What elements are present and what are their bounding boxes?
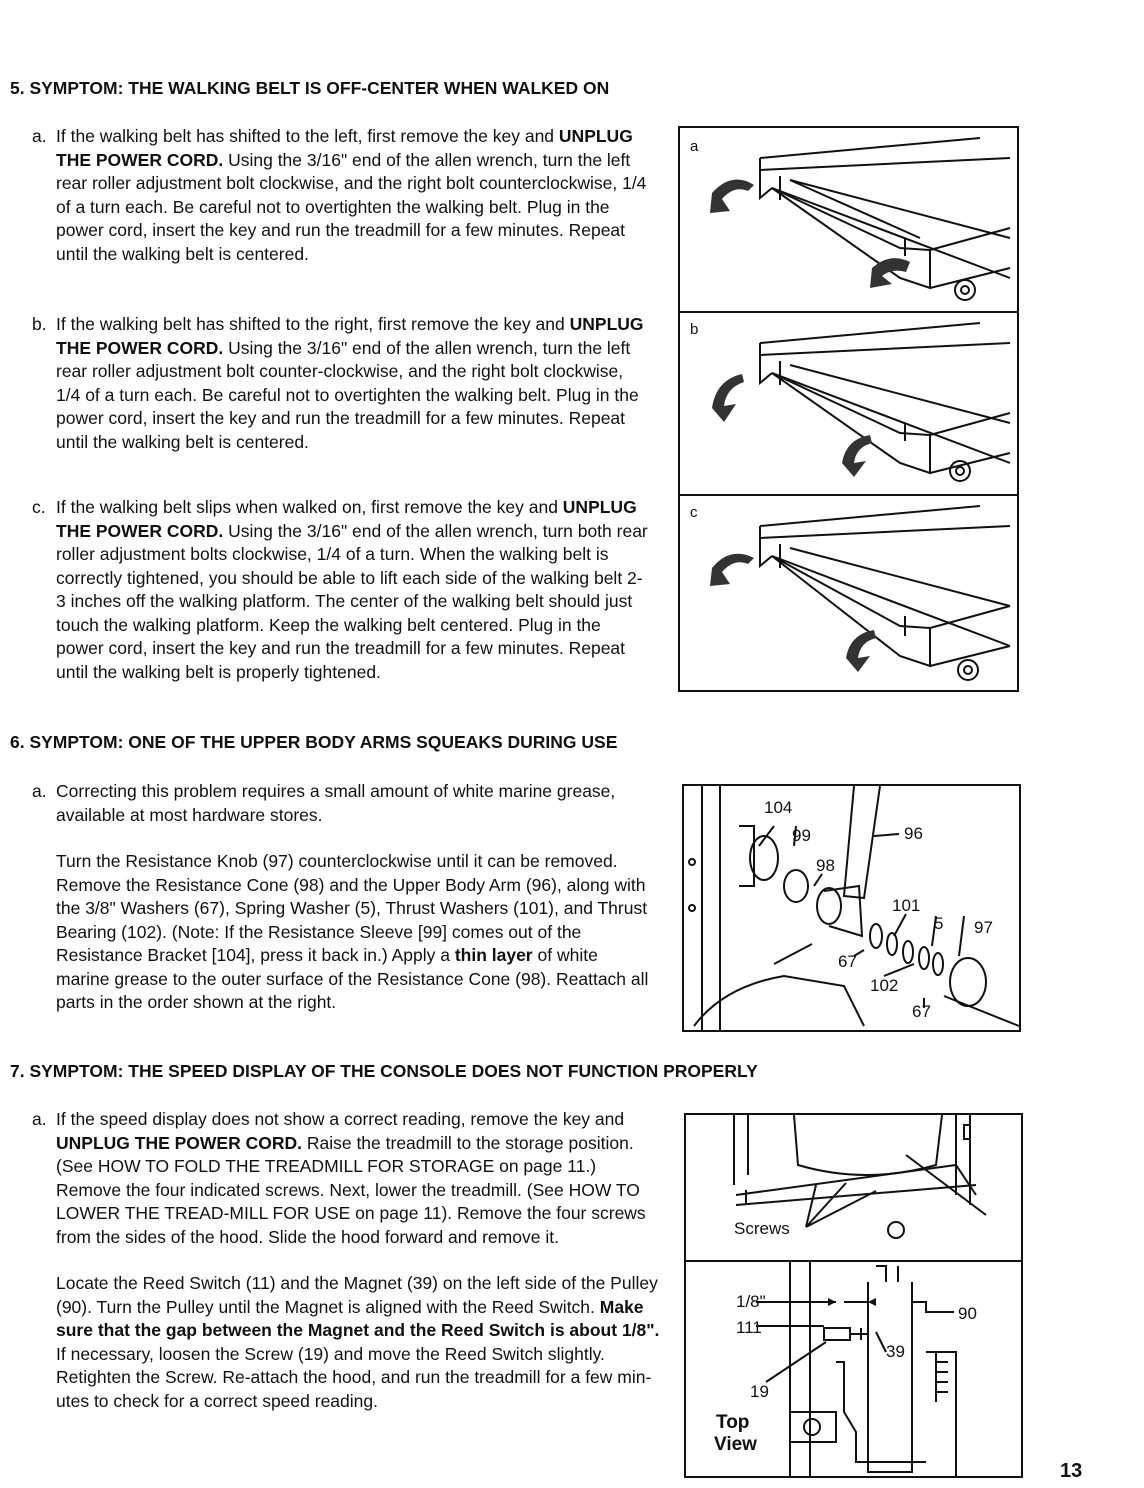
belt-adjustment-figure	[678, 126, 1019, 692]
callout-90: 90	[958, 1304, 977, 1323]
clockwise-arrow-icon	[710, 554, 754, 586]
rotation-arrow-icon	[842, 435, 872, 477]
rotation-arrow-icon	[870, 258, 910, 288]
item-text-2	[56, 1272, 662, 1413]
text-run: If the speed display does not show a correct reading, remove the key and	[56, 1109, 625, 1129]
counterclockwise-arrow-icon	[710, 180, 754, 213]
item-letter: a.	[32, 1109, 47, 1129]
folded-treadmill-panel	[686, 1115, 1021, 1260]
item-warning: UNPLUG THE POWER CORD.	[56, 314, 644, 358]
item-letter: c.	[32, 497, 46, 517]
item-warning: UNPLUG THE POWER CORD.	[56, 126, 633, 170]
treadmill-rear-drawing	[680, 313, 1017, 494]
callout-102: 102	[870, 976, 899, 995]
section-6-heading: 6. SYMPTOM: ONE OF THE UPPER BODY ARMS SQUEAKS DURING USE	[10, 732, 618, 752]
panel-b	[680, 313, 1017, 494]
item-text: If the walking belt has shifted to the left, first remove the key and	[56, 126, 555, 146]
callout-39: 39	[886, 1342, 905, 1361]
callout-98: 98	[816, 856, 835, 875]
callout-96: 96	[904, 824, 923, 843]
text-emphasis: Make sure that the gap between the Magnet and the Reed Switch is about 1/8".	[56, 1296, 660, 1340]
item-letter: b.	[32, 314, 47, 334]
panel-label: c	[690, 504, 698, 521]
section-5-item-b	[32, 313, 652, 454]
clockwise-arrow-icon	[712, 374, 744, 422]
text-run: Raise the treadmill to the storage position. (See HOW TO FOLD THE TREADMILL FOR STORAGE on page 11.) Remove the four indicated screws. Next, lower the treadmill. (See HOW TO LOWER THE TREAD-MILL FOR USE on page 11). Remove the four screws from the sides of the hood. Slide the hood forward and remove it.	[56, 1132, 646, 1247]
callout-gap-1-8-inch: 1/8"	[736, 1292, 766, 1311]
item-text: Correcting this problem requires a small amount of white marine grease, available at most hardware stores.	[56, 781, 616, 825]
item-text: Using the 3/16" end of the allen wrench, turn the left rear roller adjustment bolt counter-clockwise, and the right bolt clockwise, 1/4 of a turn each. Be careful not to overtighten the walking belt. Plug in the power cord, insert the key and run the treadmill for a few minutes. Repeat until the walking belt is centered.	[56, 337, 639, 452]
text-run: Locate the Reed Switch (11) and the Magnet (39) on the left side of the Pulley (90). Turn the Pulley until the Magnet is aligned with the Reed Switch.	[56, 1273, 658, 1317]
item-text: If the walking belt has shifted to the right, first remove the key and	[56, 314, 565, 334]
section-6-item-a	[32, 780, 652, 1015]
callout-99: 99	[792, 826, 811, 845]
text-run: of white marine grease to the outer surface of the Resistance Cone (98). Reattach all parts in the order shown at the right.	[56, 945, 649, 1012]
panel-label: b	[690, 321, 699, 338]
item-warning: UNPLUG THE POWER CORD.	[56, 497, 637, 541]
exploded-parts-drawing	[684, 786, 1019, 1030]
section-5-item-a	[32, 125, 652, 266]
screws-label: Screws	[734, 1219, 790, 1238]
item-text: Using the 3/16" end of the allen wrench, turn the left rear roller adjustment bolt clockwise, and the right bolt counterclockwise, 1/4 of a turn each. Be careful not to overtighten the walking belt. Plug in the power cord, insert the key and run the treadmill for a few minutes. Repeat until the walking belt is centered.	[56, 149, 647, 264]
page-number: 13	[1060, 1460, 1083, 1482]
item-letter: a.	[32, 126, 47, 146]
callout-101: 101	[892, 896, 921, 915]
speed-sensor-figure	[684, 1113, 1023, 1478]
item-text: Using the 3/16" end of the allen wrench, turn both rear roller adjustment bolts clockwise, 1/4 of a turn. When the walking belt is correctly tightened, you should be able to lift each side of the walking belt 2-3 inches off the walking platform. The center of the walking belt should just touch the walking platform. Keep the walking belt centered. Plug in the power cord, insert the key and run the treadmill for a few minutes. Repeat until the walking belt is properly tightened.	[56, 520, 648, 682]
panel-c	[680, 496, 1017, 690]
rotation-arrow-icon	[846, 630, 876, 672]
text-emphasis: thin layer	[454, 945, 533, 965]
callout-5: 5	[934, 914, 944, 933]
callout-19: 19	[750, 1382, 769, 1401]
item-text-2	[56, 850, 652, 1015]
treadmill-rear-drawing	[680, 128, 1017, 311]
section-7-heading: 7. SYMPTOM: THE SPEED DISPLAY OF THE CONSOLE DOES NOT FUNCTION PROPERLY	[10, 1061, 758, 1081]
top-label: Top	[716, 1412, 750, 1433]
callout-67-right: 67	[912, 1002, 931, 1021]
panel-label: a	[690, 138, 699, 155]
section-7-item-a	[32, 1108, 662, 1413]
item-warning: UNPLUG THE POWER CORD.	[56, 1132, 302, 1153]
text-run: If necessary, loosen the Screw (19) and move the Reed Switch slightly. Retighten the Screw. Re-attach the hood, and run the treadmill for a few min-utes to check for a correct speed reading.	[56, 1343, 652, 1411]
item-letter: a.	[32, 781, 47, 801]
callout-97: 97	[974, 918, 993, 937]
text-run: Turn the Resistance Knob (97) counterclockwise until it can be removed. Remove the Resistance Cone (98) and the Upper Body Arm (96), along with the 3/8" Washers (67), Spring Washer (5), Thrust Washers (101), and Thrust Bearing (102). (Note: If the Resistance Sleeve [99] comes out of the Resistance Bracket [104], press it back in.) Apply a	[56, 851, 648, 965]
callout-67-left: 67	[838, 952, 857, 971]
view-label: View	[714, 1434, 757, 1455]
upper-arm-exploded-figure	[682, 784, 1021, 1032]
panel-a	[680, 128, 1017, 311]
treadmill-rear-drawing	[680, 496, 1017, 690]
section-5-item-c	[32, 496, 652, 684]
section-5-heading: 5. SYMPTOM: THE WALKING BELT IS OFF-CENTER WHEN WALKED ON	[10, 78, 610, 98]
item-text	[56, 1108, 662, 1249]
item-text: If the walking belt slips when walked on, first remove the key and	[56, 497, 558, 517]
callout-104: 104	[764, 798, 793, 817]
callout-111: 111	[736, 1318, 762, 1337]
reed-switch-top-view-panel	[686, 1262, 1021, 1476]
